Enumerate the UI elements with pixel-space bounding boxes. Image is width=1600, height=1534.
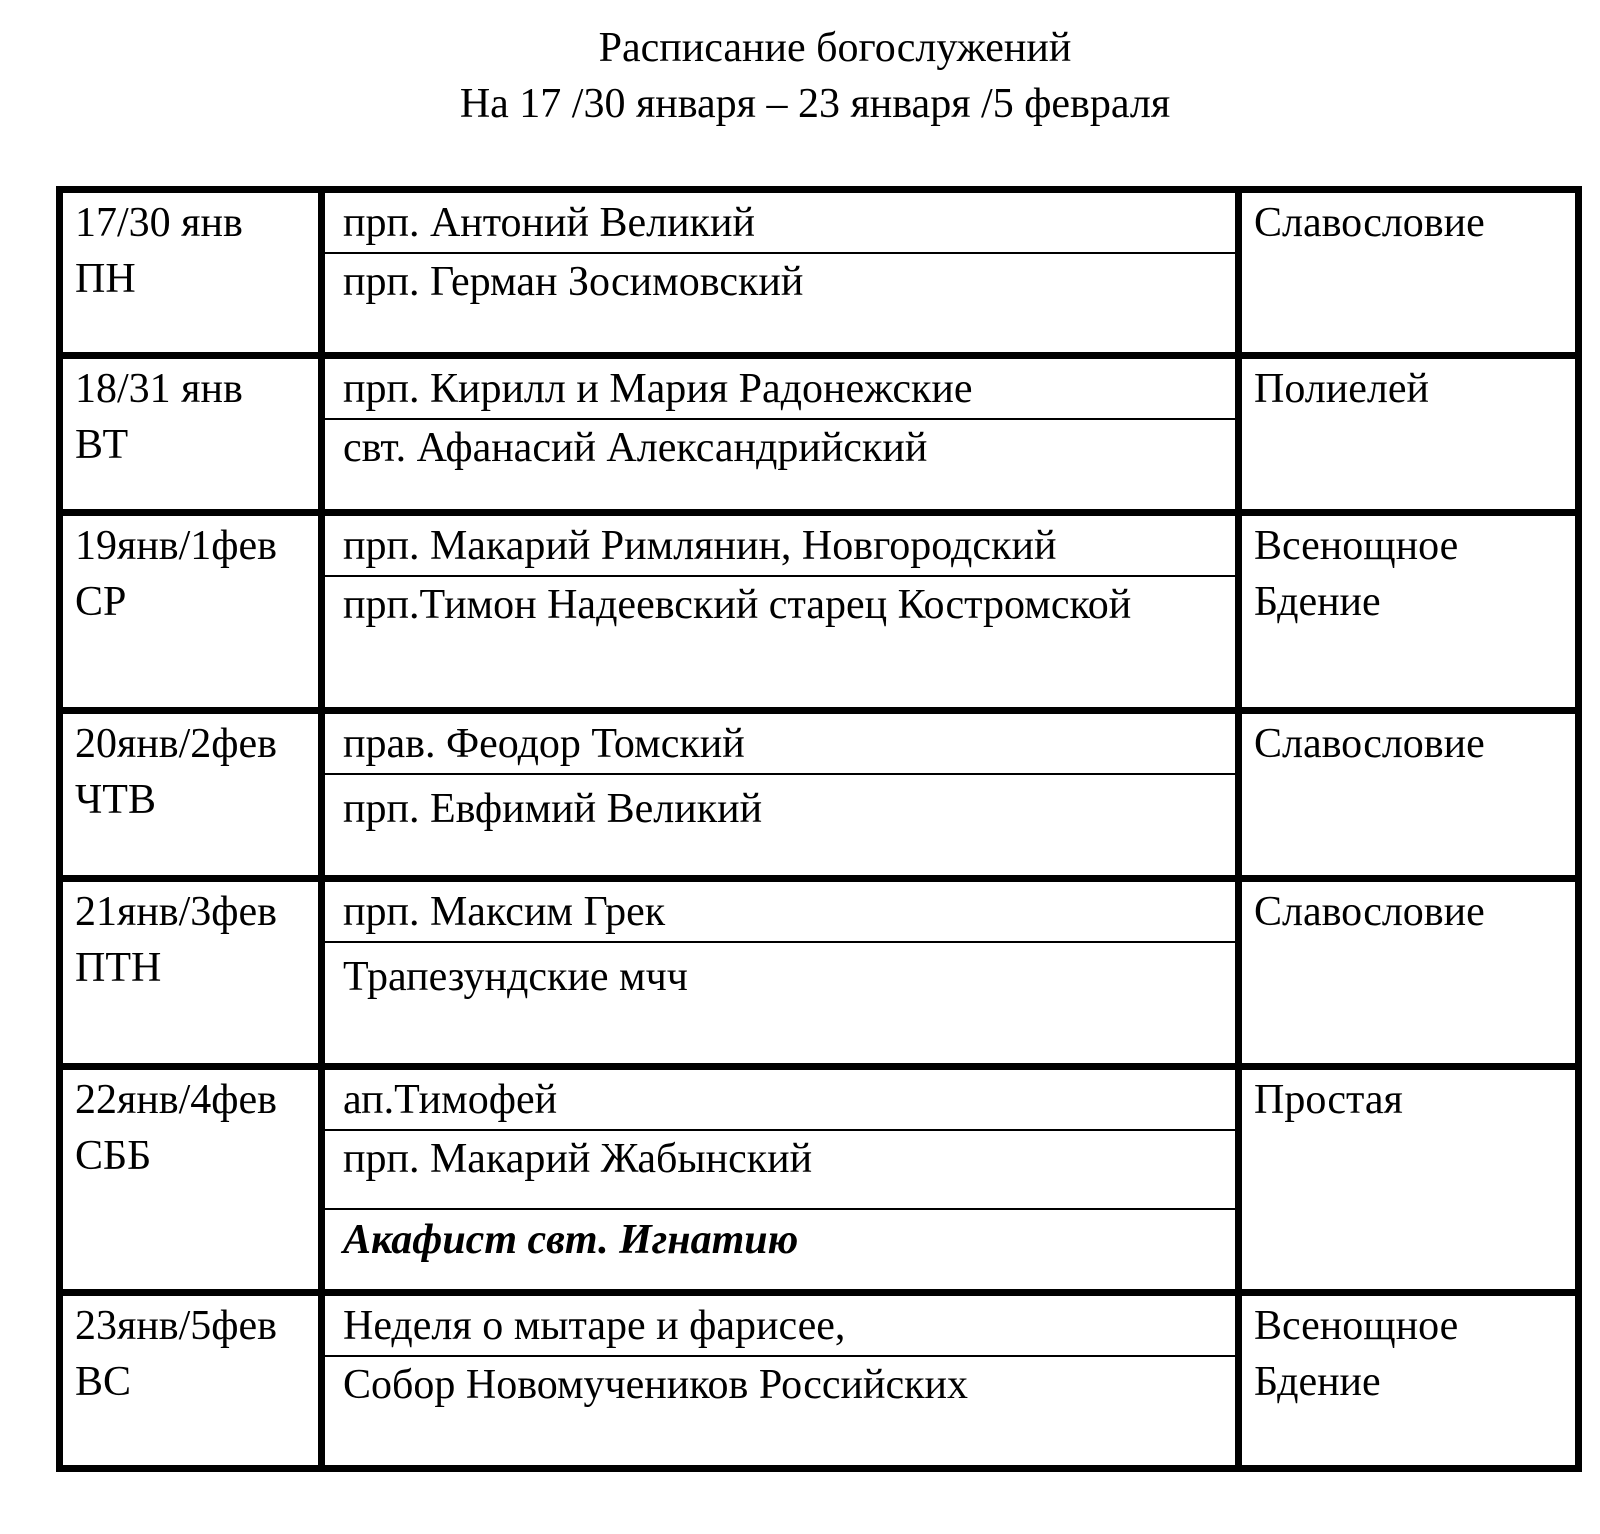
service-text: Простая — [1254, 1077, 1403, 1123]
saints-cell — [325, 882, 1235, 1063]
saints-cell — [325, 714, 1235, 875]
schedule-table — [56, 186, 1582, 1472]
saints-cell — [325, 359, 1235, 509]
title-line-1: Расписание богослужений — [598, 25, 1072, 71]
service-cell — [1235, 714, 1575, 875]
date-text: 23янв/5фев — [75, 1303, 277, 1349]
weekday-text: ПН — [75, 256, 136, 302]
date-text: 21янв/3фев — [75, 889, 277, 935]
saint-entry: прав. Феодор Томский — [343, 721, 745, 767]
service-cell — [1235, 359, 1575, 509]
service-text: Полиелей — [1254, 366, 1429, 412]
saint-entry: ап.Тимофей — [343, 1077, 558, 1123]
date-text: 20янв/2фев — [75, 721, 277, 767]
service-cell — [1235, 1070, 1575, 1289]
date-cell — [63, 1070, 325, 1289]
saint-entry: Собор Новомучеников Российских — [325, 1355, 1235, 1413]
date-text: 22янв/4фев — [75, 1077, 277, 1123]
saint-entry: свт. Афанасий Александрийский — [325, 418, 1235, 476]
saint-entry: прп. Евфимий Великий — [325, 773, 1235, 837]
service-text: Всенощное — [1254, 1303, 1459, 1349]
date-cell — [63, 882, 325, 1063]
saint-entry: прп. Кирилл и Мария Радонежские — [343, 366, 973, 412]
saint-entry: прп. Максим Грек — [343, 889, 666, 935]
saint-entry: прп.Тимон Надеевский старец Костромской — [325, 575, 1235, 633]
saints-cell — [325, 193, 1235, 352]
day-row — [63, 707, 1575, 875]
saint-entry: прп. Герман Зосимовский — [325, 252, 1235, 310]
date-cell — [63, 359, 325, 509]
date-cell — [63, 1296, 325, 1465]
day-row — [63, 509, 1575, 707]
service-cell — [1235, 882, 1575, 1063]
date-text: 19янв/1фев — [75, 523, 277, 569]
service-cell — [1235, 516, 1575, 707]
service-text: Славословие — [1254, 889, 1485, 935]
saints-cell — [325, 1070, 1235, 1289]
date-cell — [63, 193, 325, 352]
day-row — [63, 1063, 1575, 1289]
document-title — [0, 20, 1600, 132]
akathist-entry: Акафист свт. Игнатию — [325, 1208, 1235, 1268]
saints-cell — [325, 1296, 1235, 1465]
service-text: Славословие — [1254, 200, 1485, 246]
weekday-text: СББ — [75, 1133, 152, 1179]
date-cell — [63, 714, 325, 875]
service-cell — [1235, 1296, 1575, 1465]
date-cell — [63, 516, 325, 707]
weekday-text: ВС — [75, 1359, 132, 1405]
saint-entry: прп. Антоний Великий — [343, 200, 755, 246]
service-text: Всенощное — [1254, 523, 1459, 569]
weekday-text: ВТ — [75, 422, 129, 468]
service-cell — [1235, 193, 1575, 352]
title-line-2: На 17 /30 января – 23 января /5 февраля — [459, 81, 1171, 127]
day-row — [63, 193, 1575, 352]
saints-cell — [325, 516, 1235, 707]
weekday-text: ЧТВ — [75, 777, 156, 823]
saint-entry: Неделя о мытаре и фарисее, — [343, 1303, 846, 1349]
day-row — [63, 352, 1575, 509]
weekday-text: СР — [75, 579, 127, 625]
saint-entry: прп. Макарий Римлянин, Новгородский — [343, 523, 1057, 569]
saint-entry: прп. Макарий Жабынский — [325, 1129, 1235, 1187]
day-row — [63, 875, 1575, 1063]
service-text: Бдение — [1254, 579, 1381, 625]
date-text: 17/30 янв — [75, 200, 243, 246]
weekday-text: ПТН — [75, 945, 162, 991]
service-text: Бдение — [1254, 1359, 1381, 1405]
service-text: Славословие — [1254, 721, 1485, 767]
saint-entry: Трапезундские мчч — [325, 941, 1235, 1005]
date-text: 18/31 янв — [75, 366, 243, 412]
day-row — [63, 1289, 1575, 1465]
